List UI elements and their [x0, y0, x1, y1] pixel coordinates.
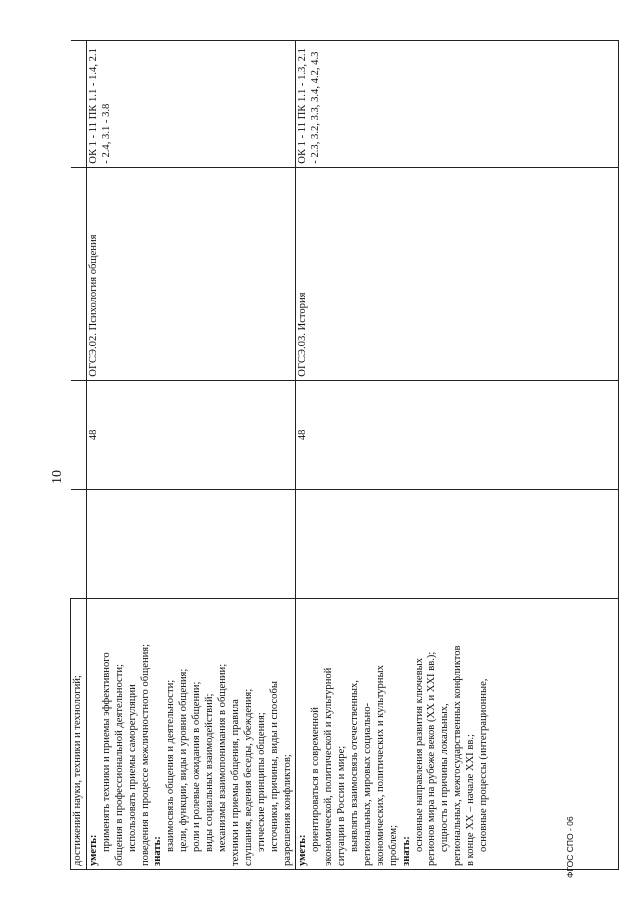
discipline-cell: ОГСЭ.02. Психология общения — [86, 167, 296, 380]
text-line: региональных, мировых социально- — [361, 702, 373, 866]
text-line: регионов мира на рубеже веков (XX и XXI вв.); — [426, 651, 438, 866]
text-line: источники, причины, виды и способы — [268, 681, 280, 852]
text-line: уметь: — [87, 834, 99, 866]
empty-cell — [296, 490, 619, 599]
text-line: ориентироваться в современной — [310, 707, 322, 852]
text-line: ситуации в России и мире; — [336, 745, 348, 866]
hours-cell: 48 — [86, 380, 296, 489]
skills-cell — [86, 599, 296, 870]
discipline-cell: ОГСЭ.03. История — [296, 167, 619, 380]
text-line: общения в профессиональной деятельности; — [113, 664, 125, 866]
text-line: уметь: — [297, 834, 309, 866]
text-line: основные направления развития ключевых — [413, 657, 425, 852]
text-line: цели, функции, виды и уровни общения; — [178, 668, 190, 852]
empty-cell — [71, 380, 87, 489]
text-line: этические принципы общения; — [255, 712, 267, 852]
text-line: разрешения конфликтов; — [281, 754, 293, 866]
text-line: слушания, ведения беседы, убеждения; — [242, 688, 254, 866]
competencies-cell: ОК 1 - 11 ПК 1.1 - 1.4, 2.1 - 2.4, 3.1 - 3.8 — [86, 41, 296, 168]
text-line: региональных, межгосударственных конфликтов — [452, 645, 464, 866]
text-line: механизмы взаимопонимания в общении; — [216, 663, 228, 852]
text-line: взаимосвязь общения и деятельности; — [165, 679, 177, 852]
text-line: техники и приемы общения, правила — [229, 699, 241, 866]
rotated-page — [40, 40, 580, 882]
text-line: в конце XX – начале XXI вв.; — [465, 734, 477, 866]
competencies-cell: ОК 1 - 11 ПК 1.1 - 1.3, 2.1 - 2.3, 3.2, 3.3, 3.4, 4.2, 4.3 — [296, 41, 619, 168]
text-line: экономических, политических и культурных — [374, 665, 386, 866]
empty-cell — [71, 167, 87, 380]
curriculum-table — [70, 40, 619, 870]
text-line: основные процессы (интеграционные, — [478, 678, 490, 852]
empty-cell — [86, 490, 296, 599]
text-line: выявлять взаимосвязь отечественных, — [349, 680, 361, 852]
hours-cell: 48 — [296, 380, 619, 489]
table-row-history — [296, 41, 619, 870]
page-number: 10 — [50, 470, 65, 484]
text-line: знать: — [400, 836, 412, 866]
empty-cell — [71, 490, 87, 599]
footer-code: ФГОС СПО - 06 — [565, 816, 575, 878]
empty-cell — [71, 41, 87, 168]
table-row-psychology — [86, 41, 296, 870]
text-line: поведения в процессе межличностного общения; — [139, 643, 151, 866]
table-row-continuation — [71, 41, 87, 870]
text-line: экономической, политической и культурной — [323, 667, 335, 866]
text-line: сущность и причины локальных, — [439, 703, 451, 852]
text-line: виды социальных взаимодействий; — [204, 693, 216, 852]
text-line: использовать приемы саморегуляции — [126, 684, 138, 852]
continuation-cell: достижений науки, техники и технологий; — [71, 599, 87, 870]
text-line: проблем; — [387, 824, 399, 866]
text-line: применять техники и приемы эффективного — [100, 652, 112, 852]
text-line: роли и ролевые ожидания в общении; — [191, 681, 203, 852]
text-line: знать: — [152, 836, 164, 866]
